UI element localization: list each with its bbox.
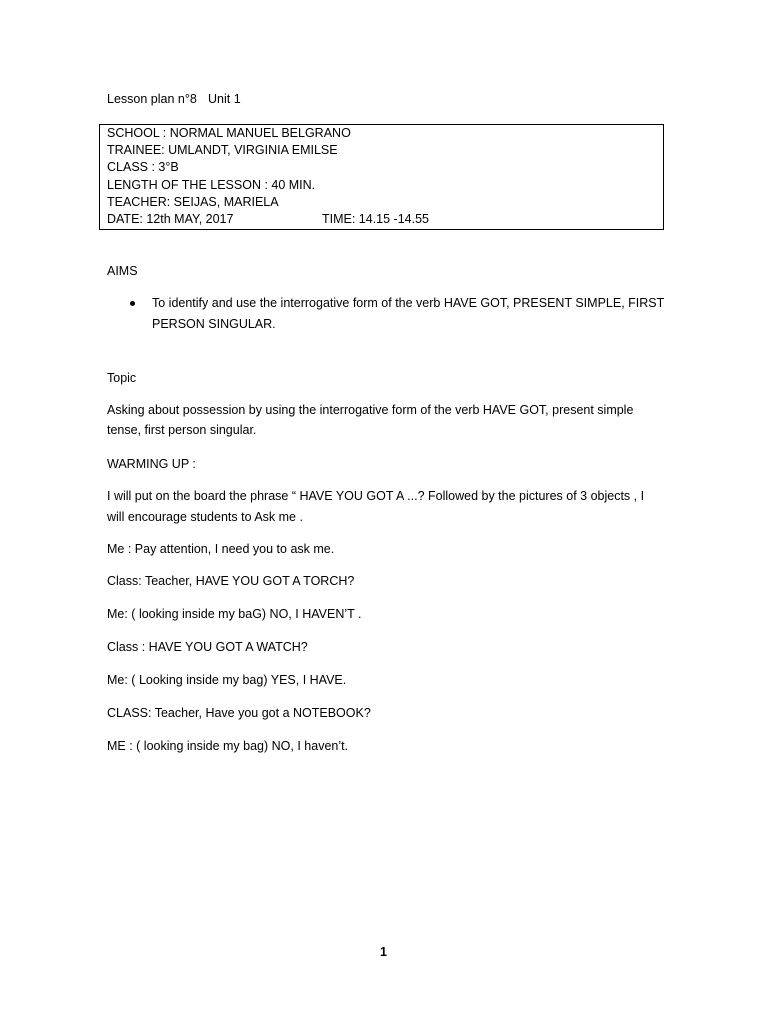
dialogue-line: Me : Pay attention, I need you to ask me.	[107, 542, 335, 556]
lesson-plan-title: Lesson plan n°8	[107, 92, 197, 106]
date-line: DATE: 12th MAY, 2017	[107, 212, 234, 226]
lesson-info-box	[99, 124, 664, 230]
length-line: LENGTH OF THE LESSON : 40 MIN.	[107, 178, 316, 192]
bullet-icon	[130, 301, 135, 306]
dialogue-line: ME : ( looking inside my bag) NO, I haven’t.	[107, 739, 349, 753]
school-line: SCHOOL : NORMAL MANUEL BELGRANO	[107, 126, 351, 140]
aims-line-2: PERSON SINGULAR.	[152, 317, 276, 331]
warming-up-line-2: will encourage students to Ask me .	[107, 510, 303, 524]
warming-up-heading: WARMING UP :	[107, 457, 196, 471]
aims-heading: AIMS	[107, 264, 138, 278]
page-number: 1	[380, 945, 387, 959]
dialogue-line: Class : HAVE YOU GOT A WATCH?	[107, 640, 308, 654]
topic-line-1: Asking about possession by using the interrogative form of the verb HAVE GOT, present simple	[107, 403, 634, 417]
dialogue-line: Me: ( Looking inside my bag) YES, I HAVE.	[107, 673, 347, 687]
class-line: CLASS : 3°B	[107, 160, 179, 174]
warming-up-line-1: I will put on the board the phrase “ HAVE YOU GOT A ...? Followed by the pictures of 3 objects , I	[107, 489, 645, 503]
time-line: TIME: 14.15 -14.55	[322, 212, 430, 226]
dialogue-line: Class: Teacher, HAVE YOU GOT A TORCH?	[107, 574, 355, 588]
topic-line-2: tense, first person singular.	[107, 423, 257, 437]
dialogue-line: CLASS: Teacher, Have you got a NOTEBOOK?	[107, 706, 371, 720]
unit-label: Unit 1	[208, 92, 241, 106]
teacher-line: TEACHER: SEIJAS, MARIELA	[107, 195, 279, 209]
aims-line-1: To identify and use the interrogative form of the verb HAVE GOT, PRESENT SIMPLE, FIRST	[152, 296, 665, 310]
dialogue-line: Me: ( looking inside my baG) NO, I HAVEN’T .	[107, 607, 362, 621]
topic-heading: Topic	[107, 371, 137, 385]
trainee-line: TRAINEE: UMLANDT, VIRGINIA EMILSE	[107, 143, 338, 157]
